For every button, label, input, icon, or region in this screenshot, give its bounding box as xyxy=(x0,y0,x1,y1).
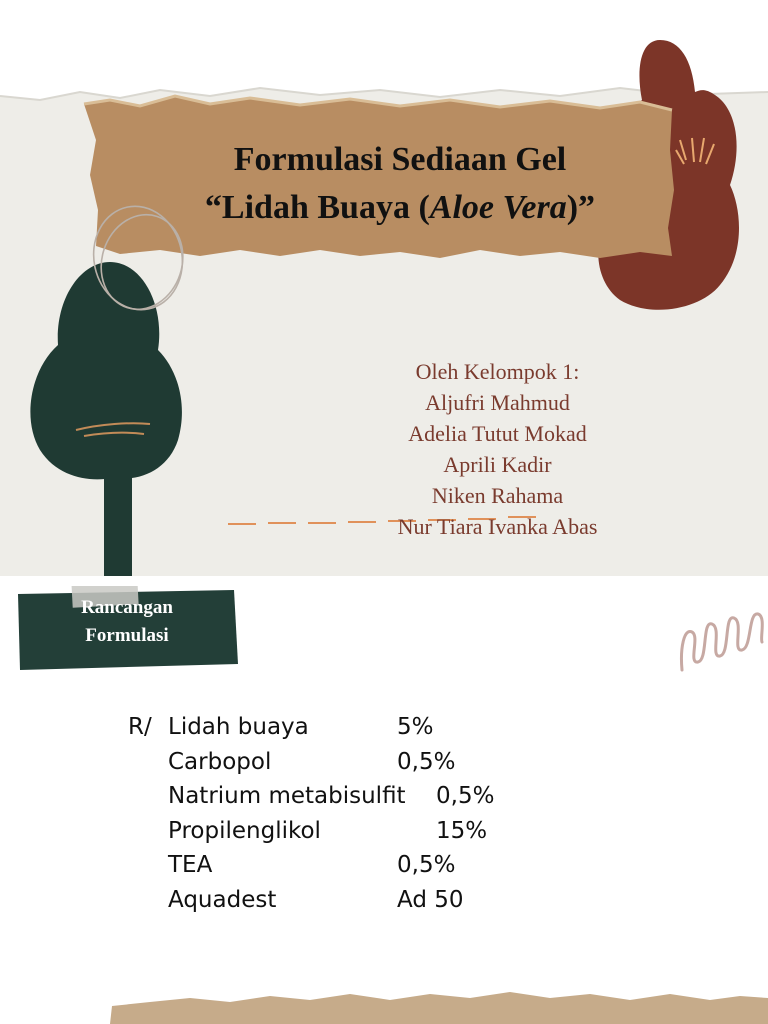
title-line-2-end: )” xyxy=(566,189,596,226)
title-line-2 xyxy=(95,184,705,232)
section-label xyxy=(16,594,238,650)
bottom-kraft-strip xyxy=(0,976,768,1024)
ingredient-amount: 0,5% xyxy=(397,852,456,879)
author-name: Aprili Kadir xyxy=(443,452,552,477)
ingredient-name: Propilenglikol xyxy=(168,817,321,844)
title-line-1: Formulasi Sediaan Gel xyxy=(233,141,567,178)
recipe-prefix: R/ xyxy=(128,714,152,740)
ingredient-amount: Ad 50 xyxy=(397,887,464,913)
ingredient-name: Lidah buaya xyxy=(168,714,309,740)
cover-title xyxy=(95,136,705,232)
ingredient-name: Carbopol xyxy=(168,748,272,775)
author-list xyxy=(360,356,635,542)
section-label-line-1: Rancangan xyxy=(81,597,173,618)
ingredient-name: TEA xyxy=(168,852,213,879)
squiggle-icon xyxy=(676,598,768,674)
authors-heading: Oleh Kelompok 1: xyxy=(415,359,580,384)
ingredient-amount: 0,5% xyxy=(436,783,495,810)
ingredient-amount: 15% xyxy=(436,817,488,844)
title-line-2-start: “Lidah Buaya ( xyxy=(204,189,430,226)
ingredient-name: Natrium metabisulfit xyxy=(168,783,406,810)
title-scientific-name: Aloe Vera xyxy=(429,189,567,226)
ingredient-amount: 0,5% xyxy=(397,748,456,775)
ingredient-name: Aquadest xyxy=(168,887,277,913)
ingredient-amount: 5% xyxy=(397,714,434,740)
section-label-line-2: Formulasi xyxy=(85,625,169,646)
formulation-slide xyxy=(0,576,768,1024)
tree-canopy xyxy=(30,262,182,479)
author-name: Nur Tiara Ivanka Abas xyxy=(397,514,598,539)
author-name: Aljufri Mahmud xyxy=(425,390,570,415)
author-name: Adelia Tutut Mokad xyxy=(408,421,587,446)
tree-trunk xyxy=(104,470,132,576)
author-name: Niken Rahama xyxy=(431,483,564,508)
